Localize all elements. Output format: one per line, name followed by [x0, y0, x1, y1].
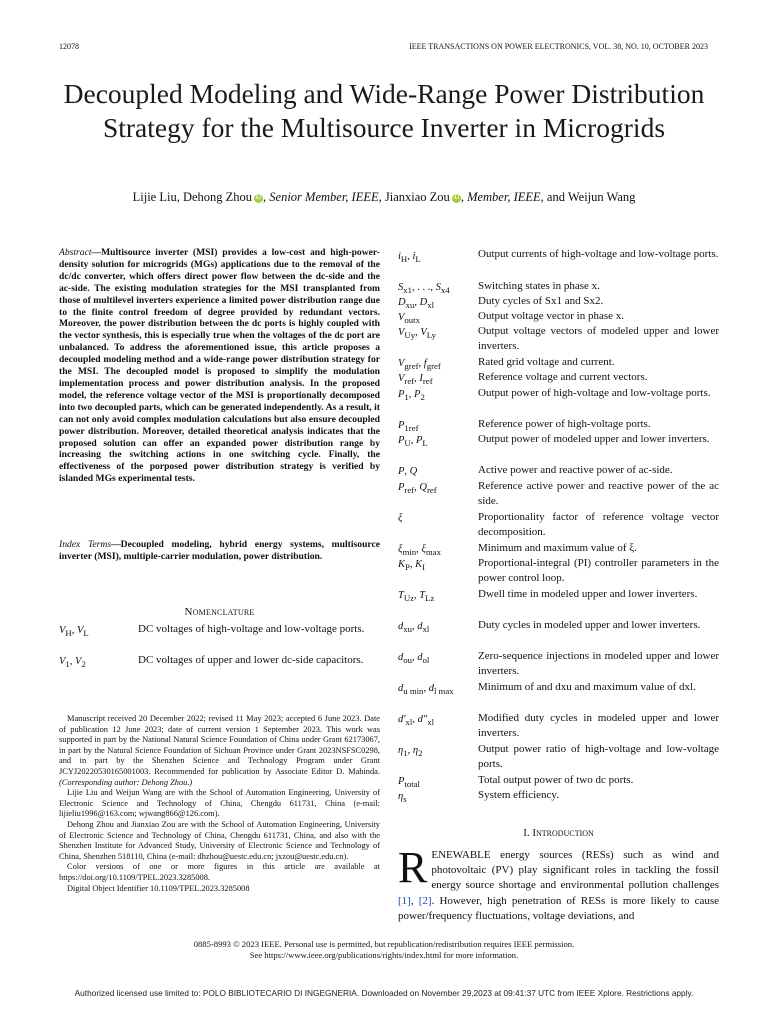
nomenclature-symbol: $S_{x1}$, . . ., $S_{x4}$: [398, 282, 450, 296]
nomenclature-definition: Duty cycles of Sx1 and Sx2.: [478, 295, 604, 307]
nomenclature-symbol: $d_{xu}$, $d_{xl}$: [398, 621, 430, 635]
nomenclature-symbol: $\eta_1$, $\eta_2$: [398, 745, 423, 759]
nomenclature-symbol: $d_{u min}$, $d_{l max}$: [398, 683, 454, 697]
author-role-2: Member, IEEE: [467, 190, 541, 204]
nomenclature-definition: Minimum and maximum value of ξ.: [478, 542, 637, 554]
footnote-paragraph: Color versions of one or more figures in this article are available at https://doi.org/10.1109/TPEL.2023.3285008.: [59, 862, 380, 882]
nomenclature-definition: Reference active power and reactive power of the ac side.: [478, 480, 719, 507]
nomenclature-symbol: $D_{xu}$, $D_{xl}$: [398, 297, 434, 311]
citation-separator: ,: [410, 894, 419, 907]
copyright-notice: [59, 939, 709, 961]
section-title: Introduction: [532, 827, 594, 839]
nomenclature-definition: Duty cycles in modeled upper and lower inverters.: [478, 619, 701, 631]
journal-header: IEEE TRANSACTIONS ON POWER ELECTRONICS, VOL. 38, NO. 10, OCTOBER 2023: [409, 42, 708, 51]
rights-link: See https://www.ieee.org/publications/rights/index.html for more information.: [249, 950, 519, 960]
nomenclature-symbol: $V_{gref}$, $f_{gref}$: [398, 358, 441, 372]
orcid-icon[interactable]: iD: [453, 195, 460, 201]
nomenclature-heading: Nomenclature: [184, 606, 255, 618]
section-heading: [398, 826, 719, 840]
nomenclature-symbol: $\eta_s$: [398, 791, 407, 805]
nomenclature-symbol: $K_P$, $K_I$: [398, 559, 426, 573]
abstract: [59, 247, 380, 485]
nomenclature-definition: Zero-sequence injections in modeled upper and lower inverters.: [478, 650, 719, 677]
nomenclature-definition: Dwell time in modeled upper and lower inverters.: [478, 588, 698, 600]
nomenclature-definition: Minimum of and dxu and maximum value of dxl.: [478, 681, 696, 693]
introduction-text: [398, 843, 719, 924]
nomenclature-symbol: $V_H$, $V_L$: [59, 625, 89, 639]
nomenclature-symbol: $T_{Uz}$, $T_{Lz}$: [398, 590, 435, 604]
paper-title: Decoupled Modeling and Wide-Range Power Distribution Strategy for the Multisource Inverter in Microgrids: [63, 78, 705, 143]
nomenclature-definition: DC voltages of high-voltage and low-voltage ports.: [138, 623, 365, 635]
nomenclature-definition: Reference power of high-voltage ports.: [478, 418, 651, 430]
nomenclature-definition: System efficiency.: [478, 789, 559, 801]
nomenclature-definition: Output voltage vector in phase x.: [478, 310, 625, 322]
nomenclature-symbol: $P_{ref}$, $Q_{ref}$: [398, 482, 437, 496]
nomenclature-symbol: $V_{Uy}$, $V_{Ly}$: [398, 327, 437, 341]
abstract-lead: Abstract: [59, 247, 92, 258]
nomenclature-definition: Rated grid voltage and current.: [478, 356, 615, 368]
nomenclature-definition: Active power and reactive power of ac-side.: [478, 464, 673, 476]
corresponding-author: (Corresponding author: Dehong Zhou.): [59, 777, 193, 787]
index-terms-text: —Decoupled modeling, hybrid energy systems, multisource inverter (MSI), multiple-carrier modulation, power distribution.: [59, 539, 380, 562]
orcid-icon[interactable]: iD: [255, 195, 262, 201]
nomenclature-definition: Output voltage vectors of modeled upper and lower inverters.: [478, 325, 719, 352]
index-terms: [59, 539, 380, 563]
nomenclature-symbol: $P_1$, $P_2$: [398, 389, 425, 403]
abstract-text: —Multisource inverter (MSI) provides a low-cost and high-power-density solution for microgrids (MGs) applications due to the removal of the dc/dc converter, which offers direct power flow between the dc-side and the ac-side. The existing modulation strategies for the MSI transplanted from those of multilevel inverters experience a limited power distribution range due to the finite control freedom of degree provided by redundant vectors. Moreover, the power distribution between the dc ports is highly coupled with the vector synthesis, this is especially true when the voltages of the dc port are unbalanced. To address the aforementioned issue, this article proposes a decoupled modeling method and a wide-range power distribution strategy for the MSI. The decoupled model is proposed to simplify the modulation implementation process and power distribution analysis. In the proposed model, the reference voltage vector of the MSI is proportionally decomposed into two decoupled parts, which can be generated independently. As a result, it can not only avoid complex modulation calculations but also ensure decoupled power distribution. Moreover, detailed theoretical analysis indicates that the proposed solution can offer an expanded power distribution range by increasing the switching actions in one switching cycle. Finally, the effectiveness of the porposed power distribution strategy is verified by islanded MGs experimental tests.: [59, 247, 380, 485]
page-number: 12078: [59, 42, 79, 51]
citation-link[interactable]: [1]: [398, 894, 411, 907]
nomenclature-symbol: $d_{ou}$, $d_{ol}$: [398, 652, 430, 666]
doi-line: Digital Object Identifier 10.1109/TPEL.2023.3285008: [67, 883, 250, 893]
footnote-paragraph: Dehong Zhou and Jianxiao Zou are with the School of Automation Engineering, University of Electronic Science and Technology of China, Chengdu 611731, China, and also with the Shenzhen Institute for Advanced Study, University of Electronic Science and Technology of China, Shenzhen 518110, China (e-mail: dhzhou@uestc.edu.cn; jxzou@uestc.edu.cn).: [59, 819, 380, 861]
nomenclature-definition: Output power of high-voltage and low-voltage ports.: [478, 387, 711, 399]
nomenclature-definition: Proportional-integral (PI) controller parameters in the power control loop.: [478, 557, 719, 584]
footnote: [59, 714, 380, 894]
manuscript-history: Manuscript received 20 December 2022; revised 11 May 2023; accepted 6 June 2023. Date of publication 12 June 2023; date of current version 1 September 2023. This work was supported in part by the National Natural Science Foundation of China under Grant 62173067, in part by the Natural Science Foundation of Sichuan Province under Grant 2023NSFSC0298, and in part by the Shenzhen Science and Technology Program under Grant JCYJ20220530165001003. Recommended for publication by Associate Editor D. Mahinda.: [59, 714, 380, 776]
nomenclature-symbol: P, Q: [398, 466, 418, 477]
nomenclature-definition: Output power of modeled upper and lower inverters.: [478, 433, 710, 445]
citation-link[interactable]: [2]: [418, 894, 432, 907]
nomenclature-symbol: $P_{total}$: [398, 776, 420, 790]
section-number: I.: [523, 827, 530, 839]
authorized-use-notice: Authorized licensed use limited to: POLO BIBLIOTECARIO DI INGEGNERIA. Downloaded on November 29,2023 at 09:41:37 UTC from IEEE Xplore. Restrictions apply.: [74, 988, 694, 998]
nomenclature-definition: Output currents of high-voltage and low-voltage ports.: [478, 248, 719, 260]
nomenclature-symbol: $i_H$, $i_L$: [398, 251, 421, 265]
nomenclature-definition: Modified duty cycles in modeled upper and lower inverters.: [478, 712, 719, 739]
author-line: Lijie Liu, Dehong Zhou iD , Senior Member, IEEE, Jianxiao Zou iD , Member, IEEE, and Weijun Wang: [132, 190, 636, 204]
copyright-line: 0885-8993 © 2023 IEEE. Personal use is permitted, but republication/redistribution requires IEEE permission.: [193, 939, 575, 949]
author-names-1: Lijie Liu, Dehong Zhou: [132, 190, 253, 204]
nomenclature-definition: Reference voltage and current vectors.: [478, 371, 648, 383]
nomenclature-symbol: $P_U$, $P_L$: [398, 435, 428, 449]
nomenclature-definition: DC voltages of upper and lower dc-side capacitors.: [138, 654, 364, 666]
nomenclature-definition: Total output power of two dc ports.: [478, 774, 634, 786]
nomenclature-definition: Output power ratio of high-voltage and low-voltage ports.: [478, 743, 719, 770]
nomenclature-definition: Proportionality factor of reference voltage vector decomposition.: [478, 511, 719, 538]
nomenclature-symbol: $V_{ref}$, $I_{ref}$: [398, 373, 433, 387]
nomenclature-symbol: $d'_{xl}$, $d''_{xl}$: [398, 714, 435, 728]
nomenclature-symbol: ξ: [398, 513, 403, 524]
intro-text-a: ENEWABLE energy sources (RESs) such as wind and photovoltaic (PV) play significant roles in tackling the fossil energy source shortage and environmental pollution challenges: [431, 849, 719, 892]
author-name-2: Jianxiao Zou: [384, 190, 450, 204]
nomenclature-definition: Switching states in phase x.: [478, 280, 600, 292]
author-name-3: and Weijun Wang: [546, 190, 636, 204]
footnote-paragraph: [59, 714, 380, 788]
footnote-paragraph: Lijie Liu and Weijun Wang are with the School of Automation Engineering, University of Electronic Science and Technology of China, Chengdu 611731, China (e-mail: lijieliu1996@163.com; wjwang866@126.com).: [59, 788, 380, 819]
nomenclature-symbol: $V_{outx}$: [398, 312, 420, 326]
drop-cap: R: [398, 843, 428, 892]
intro-text-b: . However, high penetration of RESs is more likely to cause power/frequency fluctuations, voltage deviations, and: [398, 894, 719, 922]
nomenclature-symbol: $\xi_{min}$, $\xi_{max}$: [398, 544, 441, 558]
index-terms-lead: Index Terms: [59, 539, 112, 550]
nomenclature-symbol: $V_1$, $V_2$: [59, 656, 86, 670]
author-role-1: Senior Member, IEEE: [269, 190, 379, 204]
nomenclature-symbol: $P_{1ref}$: [398, 420, 419, 434]
